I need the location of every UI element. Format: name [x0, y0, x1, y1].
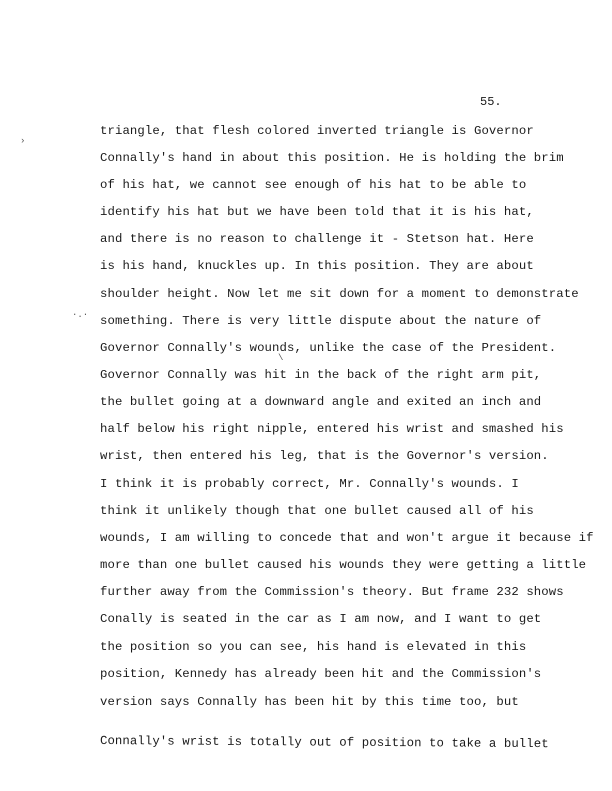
text-line: Conally is seated in the car as I am now, and I want to get — [100, 612, 542, 626]
margin-mark: \ — [278, 353, 284, 363]
text-line: and there is no reason to challenge it - Stetson hat. Here — [100, 232, 534, 246]
text-line: further away from the Commission's theory. But frame 232 shows — [100, 585, 564, 599]
text-line: triangle, that flesh colored inverted triangle is Governor — [100, 124, 534, 138]
page-number: 55. — [480, 95, 502, 109]
margin-mark: ·.· — [72, 310, 89, 320]
text-line: wrist, then entered his leg, that is the Governor's version. — [100, 449, 549, 463]
text-line: Governor Connally's wounds, unlike the case of the President. — [100, 341, 557, 355]
text-line: the position so you can see, his hand is elevated in this — [100, 640, 527, 654]
text-line: think it unlikely though that one bullet caused all of his — [100, 504, 534, 518]
text-line: Governor Connally was hit in the back of the right arm pit, — [100, 368, 542, 382]
text-line: of his hat, we cannot see enough of his hat to be able to — [100, 178, 527, 192]
text-line: I think it is probably correct, Mr. Connally's wounds. I — [100, 477, 519, 491]
text-line: Connally's wrist is totally out of position to take a bullet — [99, 734, 549, 752]
margin-mark: › — [20, 136, 26, 146]
text-line: half below his right nipple, entered his wrist and smashed his — [100, 422, 564, 436]
text-line: position, Kennedy has already been hit and the Commission's — [100, 667, 542, 681]
text-line: something. There is very little dispute about the nature of — [100, 314, 542, 328]
text-line: version says Connally has been hit by this time too, but — [100, 695, 519, 709]
text-line: identify his hat but we have been told that it is his hat, — [100, 205, 534, 219]
text-line: more than one bullet caused his wounds they were getting a little — [100, 558, 587, 572]
text-line: wounds, I am willing to concede that and won't argue it because if — [100, 531, 594, 545]
text-line: shoulder height. Now let me sit down for a moment to demonstrate — [100, 287, 579, 301]
text-line: Connally's hand in about this position. He is holding the brim — [100, 151, 564, 165]
text-line: the bullet going at a downward angle and exited an inch and — [100, 395, 542, 409]
text-line: is his hand, knuckles up. In this position. They are about — [100, 259, 534, 273]
